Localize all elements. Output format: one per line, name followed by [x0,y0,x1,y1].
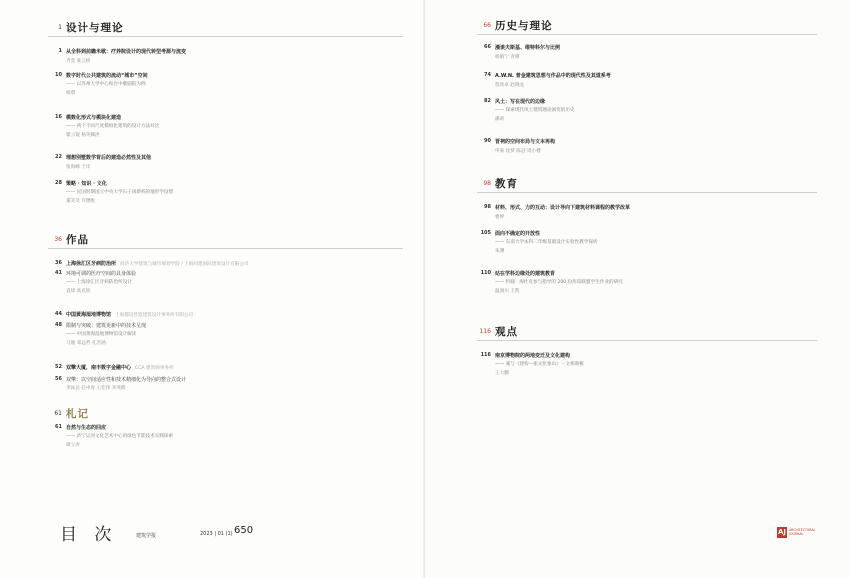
entry-page: 52 [55,364,62,370]
section-divider [477,34,817,35]
architectural-journal-logo [777,527,821,541]
logo-text-line1: ARCHITECTURAL [789,528,816,532]
section-title: 观点 [495,326,518,338]
entry-authors: 杨璟 [66,91,76,96]
entry-authors: 潘莉 [495,117,505,122]
entry-page: 61 [55,424,62,430]
entry-subtitle: —— 以苏州大学中心和台中歌剧院为例 [66,82,146,87]
section-divider [477,340,817,341]
entry-authors: 王大鹏 [495,371,509,376]
entry-title: 从全科到前瞻米歇：疗养院设计的现代转型考源与流变 [66,49,187,55]
entry-authors: 袁烽 高克轶 [66,289,91,294]
entry-authors: 张海峰 于洋 [66,165,91,170]
entry-authors: 程欣卓 赵晓龙 [495,83,525,88]
entry-title [66,260,249,267]
entry-page: 116 [480,352,491,358]
section-page-number: 1 [58,24,62,31]
right-page [425,0,850,578]
entry-title: 面向不确定的开放性 [495,231,541,237]
entry-title: 风土：写在现代的边缘 [495,99,546,105]
entry-subtitle: —— 约翰 · 海杜克参与指导的 200 份库珀联盟学生作业的研究 [495,280,623,285]
entry-page: 16 [55,114,62,120]
entry-authors: 谭立涛 [66,443,80,448]
section-history-theory [477,18,827,154]
entry-authors: 申豪 沈梦 陈冠 周小楼 [495,149,541,154]
section-divider [48,248,403,249]
section-header [48,232,408,252]
entry-subtitle: —— 两个不同尺度模组化建筑的设计方法对比 [66,124,160,129]
section-works [48,232,408,391]
section-divider [477,192,817,193]
journal-name: 建筑学报 [136,533,157,539]
entry-authors: 董笑笑 许懋维 [66,199,96,204]
entry-title: 环境可调的医疗空间的具身体验 [66,271,137,277]
entry-subtitle: —— 东南大学本科二年级基础设计实验性教学探析 [495,240,598,245]
entry-page: 10 [55,72,62,78]
entry-authors: 曹婷 [495,215,505,220]
entry-subtitle: —— 济宁运河文化艺术中心的绿色节能技术实践探索 [66,434,174,439]
section-page-number: 98 [483,180,491,187]
section-divider [48,36,403,37]
section-title: 设计与理论 [66,22,124,34]
entry-title: 理想别墅数学背后的建造必然性及其他 [66,155,152,161]
section-page-number: 116 [479,328,491,335]
section-education [477,176,827,294]
section-page-number: 66 [483,22,491,29]
entry-title: A.W.N. 普金建筑思想与作品中的现代性及其道系考 [495,73,611,79]
section-header [477,18,827,38]
entry-page: 82 [484,98,491,104]
section-design-theory [48,20,408,204]
entry-page: 66 [484,44,491,50]
entry-architect-tag: CCA 建筑师事务所 [135,366,174,371]
entry-title: 数字时代公共建筑的流动“城市”空间 [66,73,148,79]
section-header [48,20,408,40]
entry-title: 材料、形式、力的互动：设计导向下建筑材料课程的教学改革 [495,205,631,211]
logo-mark: AJ [777,528,787,536]
entry-page: 1 [58,48,62,54]
section-page-number: 61 [54,410,62,417]
entry-page: 90 [484,138,491,144]
section-header [48,406,408,426]
entry-page: 74 [484,72,491,78]
entry-page: 56 [55,376,62,382]
section-title: 札记 [66,408,89,420]
toc-heading: 目 次 [60,525,118,545]
logo-text [789,528,815,536]
entry-title [66,311,193,318]
entry-page: 41 [55,270,62,276]
issue-date: 2023 | 01 (1) [200,531,233,537]
entry-authors: 朱渊 [495,249,505,254]
section-header [477,324,827,344]
entry-title: 双擎：以空间适应性和技术精细化为导向的整合式设计 [66,377,187,383]
entry-title: 自然与生态的回应 [66,425,107,431]
section-title: 历史与理论 [495,20,553,32]
entry-subtitle: —— 中国黄海湿地博物馆设计解读 [66,332,137,337]
entry-page: 36 [55,260,62,266]
entry-page: 98 [484,204,491,210]
entry-subtitle: —— 上海徐汇区牙病防治所设计 [66,280,132,285]
issue-number: 650 [234,525,254,536]
section-title: 教育 [495,178,518,190]
entry-page: 28 [55,180,62,186]
entry-subtitle: —— 民国时期国立中央大学石子岗新校的地形学设想 [66,190,174,195]
entry-authors: 杨鹤宁 青穆 [495,55,520,60]
entry-architect-tag: 同济大学建筑与城市规划学院 / 上海同建国际建筑设计有限公司 [120,262,249,267]
entry-title-text: 上海徐汇区牙病防治所 [66,261,117,267]
entry-subtitle: —— 兼与《建构—座文化象山》一文相商榷 [495,362,584,367]
entry-authors: 温润川 王凯 [495,289,520,294]
entry-subtitle: —— 探索现代风土建筑理论演变的历史 [495,108,575,113]
entry-page: 44 [55,311,62,317]
entry-page: 22 [55,154,62,160]
section-viewpoint [477,324,827,376]
entry-architect-tag: 上海都设营造建筑设计事务所有限公司 [115,313,194,318]
entry-title-text: 中国黄海湿地博物馆 [66,312,112,318]
entry-authors: 李泳岳 任中涛 王佳伟 李英蔚 [66,386,126,391]
entry-title: 站在学科边缘处的建筑教育 [495,271,556,277]
entry-title: 漫谈夫斯基、维特科尔与比例 [495,45,561,51]
entry-page: 110 [480,270,491,276]
entry-authors: 瞿云锟 杨英佩洪 [66,133,100,138]
section-title: 作品 [66,234,89,246]
entry-authors: 齐奕 张云桥 [66,59,91,64]
entry-title: 模数化形式与模块化建造 [66,115,122,121]
entry-title: 策略 · 知识 · 文化 [66,181,107,187]
logo-text-line2: JOURNAL [789,532,804,536]
entry-page: 105 [480,230,491,236]
section-notes [48,406,408,448]
section-page-number: 36 [54,236,62,243]
entry-page: 48 [55,322,62,328]
entry-title: 限制与突破：建筑更新中的技术呈现 [66,323,147,329]
toc-footer [60,520,260,544]
entry-title: 南京博物院的两地变迁及文化建构 [495,353,571,359]
entry-authors: 马逸 邓远哲 孔若涵 [66,341,106,346]
section-header [477,176,827,196]
entry-title: 晋祠的空间布局与文本再构 [495,139,556,145]
entry-title-text: 双擎大厦，南丰数字金融中心 [66,365,132,371]
entry-title [66,364,174,371]
